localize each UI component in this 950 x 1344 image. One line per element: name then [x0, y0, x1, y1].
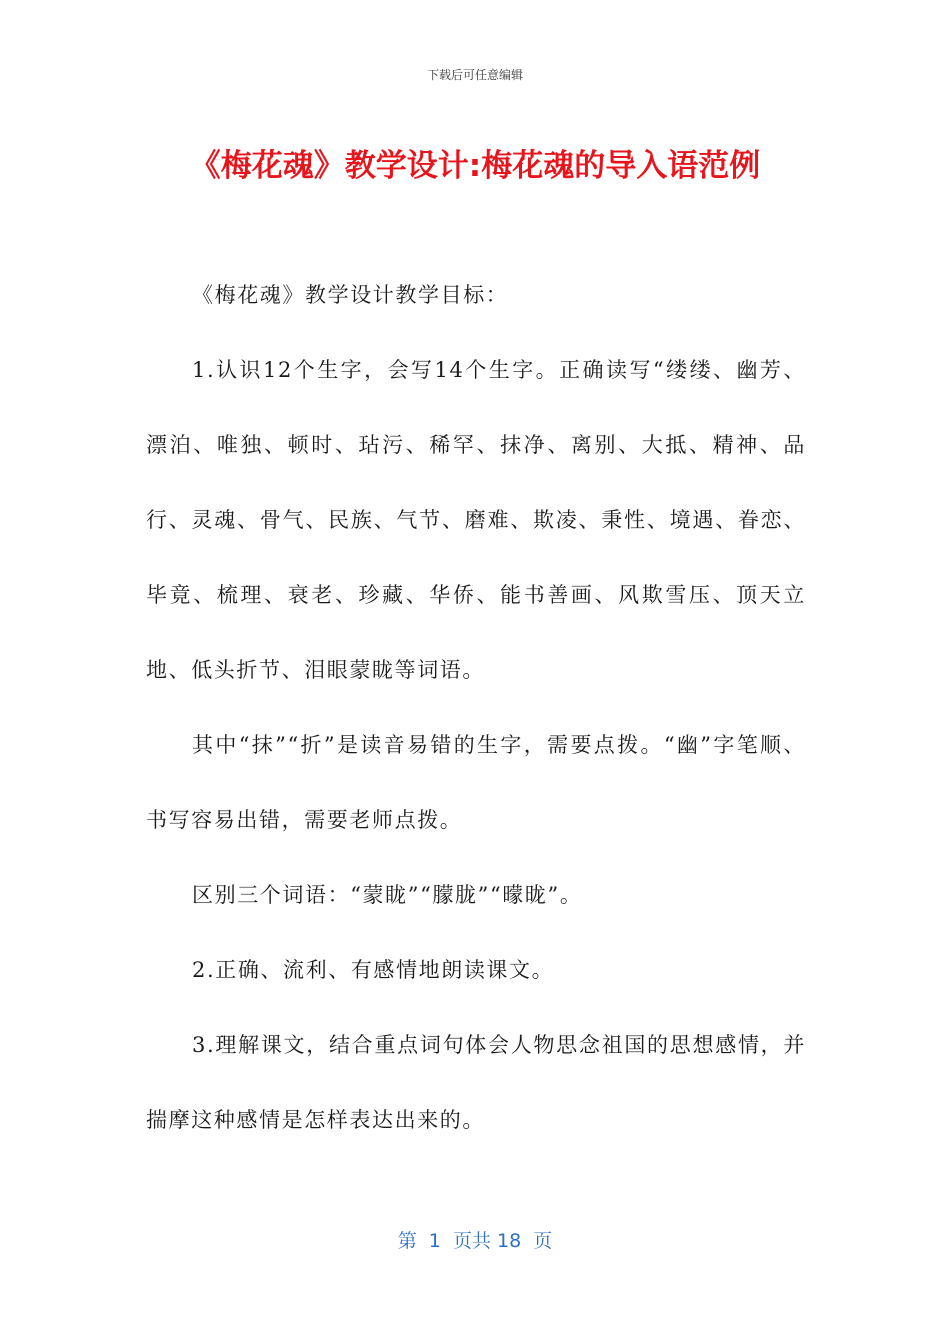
page-number-footer: 第 1 页共 18 页 — [397, 1230, 553, 1252]
paragraph-objective-3: 3.理解课文，结合重点词句体会人物思念祖国的思想感情，并揣摩这种感情是怎样表达出来的。 — [146, 1033, 806, 1132]
header-note: 下载后可任意编辑 — [426, 68, 523, 82]
document-title: 《梅花魂》教学设计:梅花魂的导入语范例 — [189, 148, 761, 184]
document-body — [146, 258, 806, 1158]
paragraph-objectives-heading: 《梅花魂》教学设计教学目标： — [192, 283, 509, 307]
paragraph-word-distinction: 区别三个词语：“蒙眬”“朦胧”“曚昽”。 — [192, 883, 583, 907]
paragraph-objective-1: 1.认识12个生字，会写14个生字。正确读写“缕缕、幽芳、漂泊、唯独、顿时、玷污、稀罕、抹净、离别、大抵、精神、品行、灵魂、骨气、民族、气节、磨难、欺凌、秉性、境遇、眷恋、毕竟、梳理、衰老、珍藏、华侨、能书善画、风欺雪压、顶天立地、低头折节、泪眼蒙眬等词语。 — [146, 358, 806, 682]
paragraph-objective-2: 2.正确、流利、有感情地朗读课文。 — [192, 958, 555, 982]
paragraph-pronunciation-note: 其中“抹”“折”是读音易错的生字，需要点拨。“幽”字笔顺、书写容易出错，需要老师点拨。 — [146, 733, 806, 832]
